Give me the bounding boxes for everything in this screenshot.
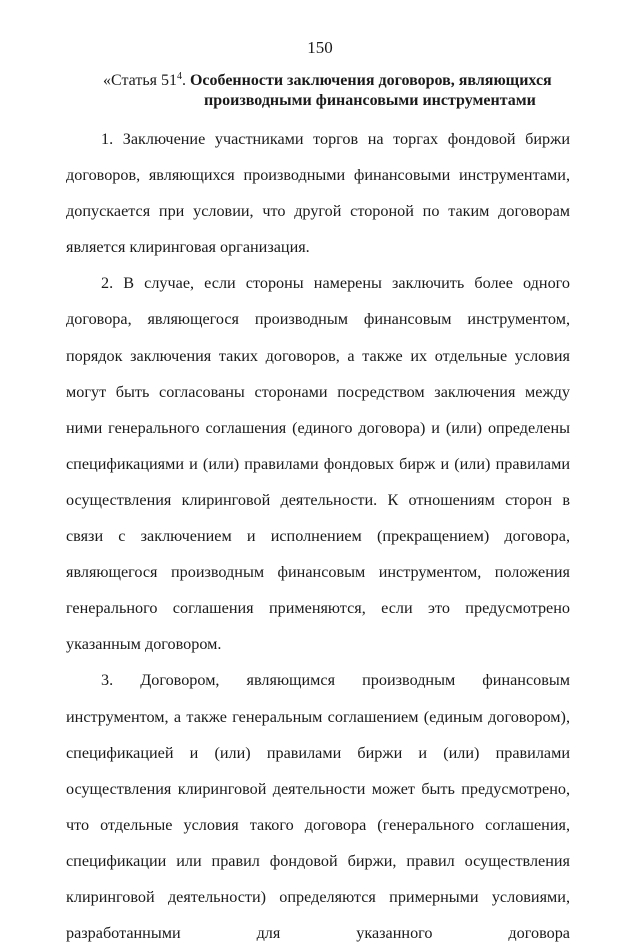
article-label-superscript: 4 bbox=[176, 71, 182, 82]
article-label-prefix: «Статья 51 bbox=[103, 72, 177, 89]
paragraph-1: 1. Заключение участниками торгов на торгах фондовой биржи договоров, являющихся производными финансовыми инструментами, допускается при условии, что другой стороной по таким договорам является клиринговая организация. bbox=[66, 130, 570, 257]
article-label-suffix: . bbox=[181, 72, 186, 89]
article-heading bbox=[103, 71, 573, 111]
paragraph-2: 2. В случае, если стороны намерены заключить более одного договора, являющегося производным финансовым инструментом, порядок заключения таких договоров, а также их отдельные условия могут быть согласованы сторонами посредством заключения между ними генерального соглашения (единого договора) и (или) определены спецификациями и (или) правилами фондовых бирж и (или) правилами осуществления клиринговой деятельности. К отношениям сторон в связи с заключением и исполнением (прекращением) договора, являющегося производным финансовым инструментом, положения генерального соглашения применяются, если это предусмотрено указанным договором. bbox=[66, 274, 570, 654]
page-number: 150 bbox=[307, 38, 333, 57]
article-body bbox=[66, 121, 570, 951]
article-title-line-2: производными финансовыми инструментами bbox=[204, 92, 536, 109]
paragraph-3: 3. Договором, являющимся производным финансовым инструментом, а также генеральным соглашением (единым договором), спецификацией и (или) правилами биржи и (или) правилами осуществления клиринговой деятельности может быть предусмотрено, что отдельные условия такого договора (генерального соглашения, спецификации или правил фондовой биржи, правил осуществления клиринговой деятельности) определяются примерными условиями, разработанными для указанного договора bbox=[66, 671, 570, 943]
article-label bbox=[103, 72, 186, 89]
article-title-line-1: Особенности заключения договоров, являющихся bbox=[189, 72, 552, 89]
